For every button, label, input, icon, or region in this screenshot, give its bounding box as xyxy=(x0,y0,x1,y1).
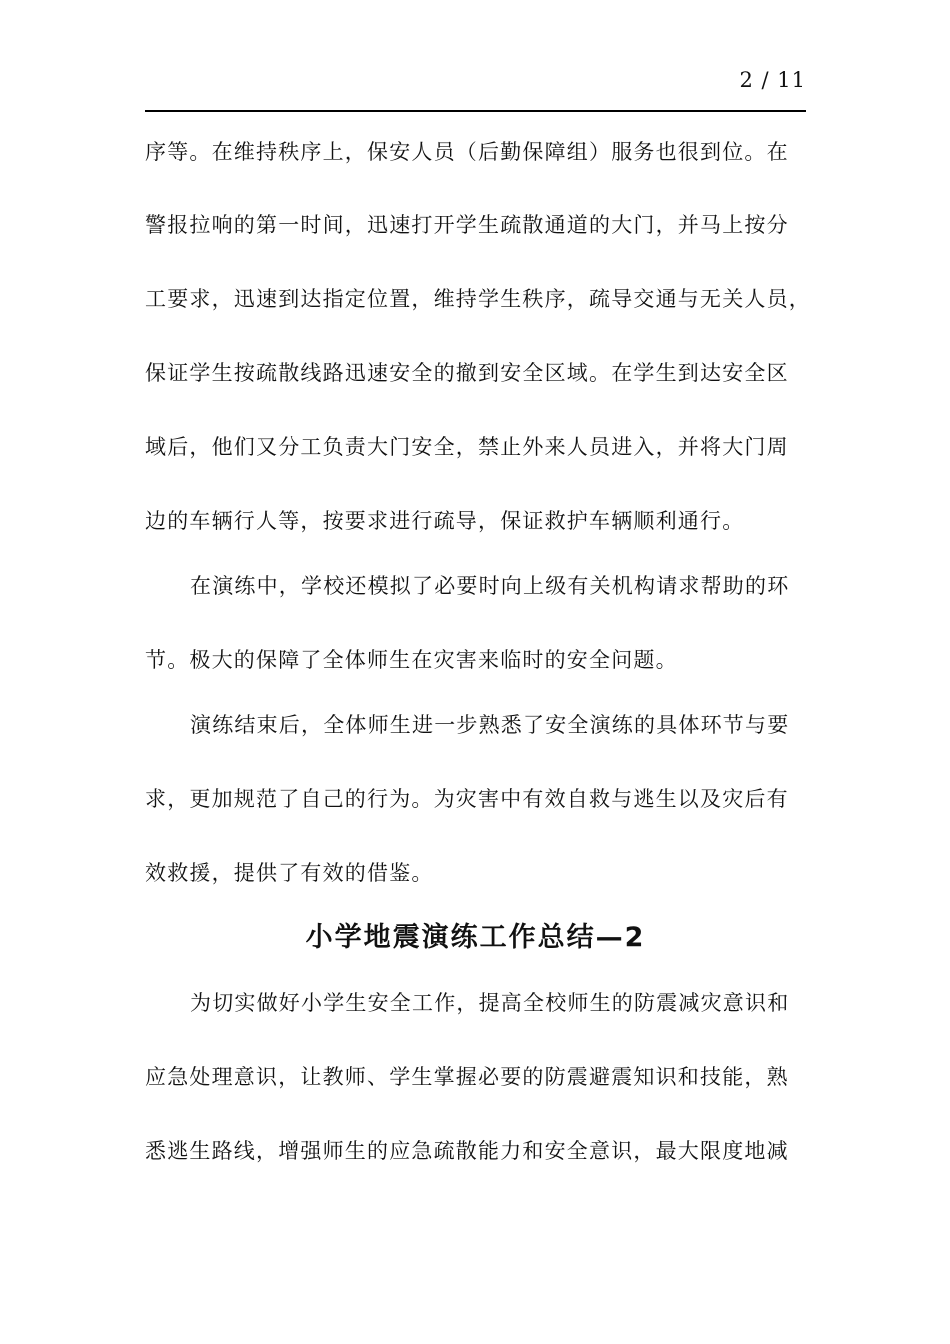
text-line: 效救援，提供了有效的借鉴。 xyxy=(145,861,434,885)
text-line: 保证学生按疏散线路迅速安全的撤到安全区域。在学生到达安全区 xyxy=(145,361,789,385)
paragraph-first-line: 在演练中，学校还模拟了必要时向上级有关机构请求帮助的环 xyxy=(190,574,790,598)
page-number: 2 / 11 xyxy=(739,68,806,92)
paragraph-first-line: 演练结束后，全体师生进一步熟悉了安全演练的具体环节与要 xyxy=(190,713,790,737)
text-line: 应急处理意识，让教师、学生掌握必要的防震避震知识和技能，熟 xyxy=(145,1065,789,1089)
text-line: 节。极大的保障了全体师生在灾害来临时的安全问题。 xyxy=(145,648,678,672)
text-line: 悉逃生路线，增强师生的应急疏散能力和安全意识，最大限度地减 xyxy=(145,1139,789,1163)
text-line: 序等。在维持秩序上，保安人员（后勤保障组）服务也很到位。在 xyxy=(145,140,789,164)
header-divider xyxy=(145,110,806,112)
text-line: 求，更加规范了自己的行为。为灾害中有效自救与逃生以及灾后有 xyxy=(145,787,789,811)
text-line: 边的车辆行人等，按要求进行疏导，保证救护车辆顺利通行。 xyxy=(145,509,745,533)
text-line: 警报拉响的第一时间，迅速打开学生疏散通道的大门，并马上按分 xyxy=(145,213,789,237)
section-heading: 小学地震演练工作总结—2 xyxy=(305,922,646,953)
text-line: 域后，他们又分工负责大门安全，禁止外来人员进入，并将大门周 xyxy=(145,435,789,459)
text-line: 工要求，迅速到达指定位置，维持学生秩序，疏导交通与无关人员， xyxy=(145,287,811,311)
paragraph-first-line: 为切实做好小学生安全工作，提高全校师生的防震减灾意识和 xyxy=(190,991,790,1015)
